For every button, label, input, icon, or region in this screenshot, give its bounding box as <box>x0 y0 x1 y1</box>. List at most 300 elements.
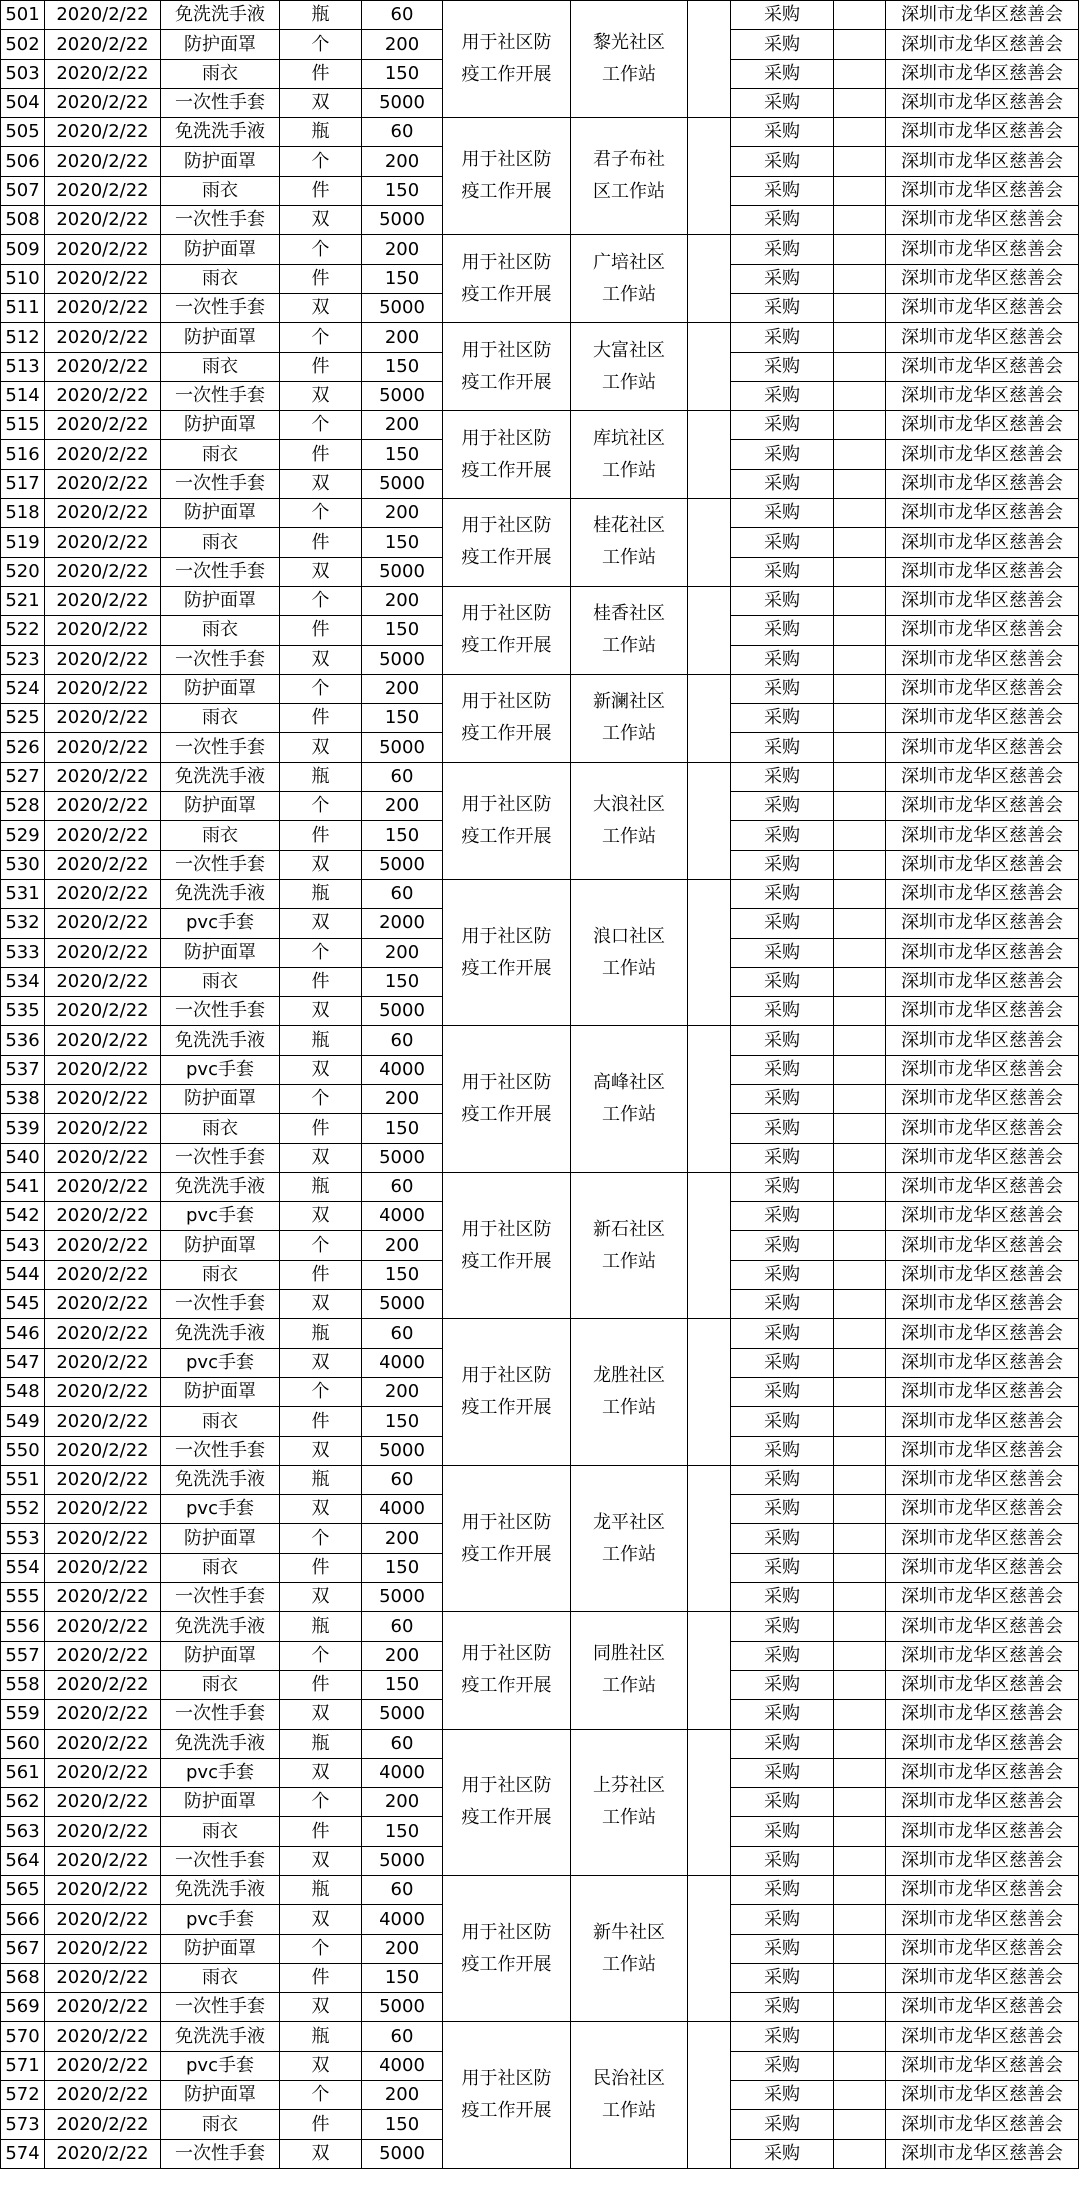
row-number: 544 <box>1 1260 45 1289</box>
source-cell: 深圳市龙华区慈善会 <box>886 1758 1079 1787</box>
source-cell: 深圳市龙华区慈善会 <box>886 528 1079 557</box>
source-cell: 深圳市龙华区慈善会 <box>886 2022 1079 2051</box>
item-cell: 一次性手套 <box>161 1846 280 1875</box>
date-cell: 2020/2/22 <box>45 2022 161 2051</box>
blank-cell <box>688 674 731 762</box>
quantity-cell: 200 <box>362 1524 443 1553</box>
date-cell: 2020/2/22 <box>45 528 161 557</box>
unit-cell: 双 <box>280 469 362 498</box>
recipient-cell: 龙平社区工作站 <box>571 1465 688 1611</box>
date-cell: 2020/2/22 <box>45 1788 161 1817</box>
recipient-cell: 上芬社区工作站 <box>571 1729 688 1875</box>
quantity-cell: 200 <box>362 1231 443 1260</box>
method-cell: 采购 <box>731 1202 834 1231</box>
date-cell: 2020/2/22 <box>45 1465 161 1494</box>
row-number: 536 <box>1 1026 45 1055</box>
source-cell: 深圳市龙华区慈善会 <box>886 1934 1079 1963</box>
source-cell: 深圳市龙华区慈善会 <box>886 499 1079 528</box>
blank-cell <box>834 1700 886 1729</box>
table-row <box>1 411 1079 440</box>
quantity-cell: 5000 <box>362 997 443 1026</box>
recipient-cell: 新石社区工作站 <box>571 1172 688 1318</box>
quantity-cell: 150 <box>362 1670 443 1699</box>
purpose-cell: 用于社区防疫工作开展 <box>443 1172 571 1318</box>
item-cell: 雨衣 <box>161 1407 280 1436</box>
date-cell: 2020/2/22 <box>45 1026 161 1055</box>
unit-cell: 双 <box>280 1436 362 1465</box>
item-cell: 免洗洗手液 <box>161 1876 280 1905</box>
method-cell: 采购 <box>731 2022 834 2051</box>
purpose-cell: 用于社区防疫工作开展 <box>443 235 571 323</box>
unit-cell: 件 <box>280 1553 362 1582</box>
date-cell: 2020/2/22 <box>45 967 161 996</box>
row-number: 537 <box>1 1055 45 1084</box>
unit-cell: 双 <box>280 1700 362 1729</box>
item-cell: pvc手套 <box>161 1055 280 1084</box>
date-cell: 2020/2/22 <box>45 586 161 615</box>
blank-cell <box>834 1260 886 1289</box>
row-number: 524 <box>1 674 45 703</box>
unit-cell: 件 <box>280 1260 362 1289</box>
method-cell: 采购 <box>731 30 834 59</box>
item-cell: 一次性手套 <box>161 1993 280 2022</box>
row-number: 506 <box>1 147 45 176</box>
date-cell: 2020/2/22 <box>45 2051 161 2080</box>
source-cell: 深圳市龙华区慈善会 <box>886 2110 1079 2139</box>
method-cell: 采购 <box>731 323 834 352</box>
quantity-cell: 5000 <box>362 1846 443 1875</box>
source-cell: 深圳市龙华区慈善会 <box>886 1465 1079 1494</box>
unit-cell: 双 <box>280 381 362 410</box>
unit-cell: 双 <box>280 1202 362 1231</box>
unit-cell: 件 <box>280 1407 362 1436</box>
row-number: 564 <box>1 1846 45 1875</box>
item-cell: 雨衣 <box>161 616 280 645</box>
method-cell: 采购 <box>731 616 834 645</box>
date-cell: 2020/2/22 <box>45 1817 161 1846</box>
row-number: 565 <box>1 1876 45 1905</box>
unit-cell: 件 <box>280 352 362 381</box>
item-cell: 一次性手套 <box>161 1436 280 1465</box>
unit-cell: 个 <box>280 30 362 59</box>
blank-cell <box>834 528 886 557</box>
row-number: 517 <box>1 469 45 498</box>
quantity-cell: 60 <box>362 1026 443 1055</box>
row-number: 573 <box>1 2110 45 2139</box>
recipient-cell: 桂香社区工作站 <box>571 586 688 674</box>
date-cell: 2020/2/22 <box>45 1319 161 1348</box>
method-cell: 采购 <box>731 176 834 205</box>
date-cell: 2020/2/22 <box>45 674 161 703</box>
blank-cell <box>834 997 886 1026</box>
row-number: 543 <box>1 1231 45 1260</box>
recipient-cell: 高峰社区工作站 <box>571 1026 688 1172</box>
quantity-cell: 200 <box>362 411 443 440</box>
unit-cell: 双 <box>280 88 362 117</box>
quantity-cell: 150 <box>362 264 443 293</box>
method-cell: 采购 <box>731 1465 834 1494</box>
item-cell: 一次性手套 <box>161 469 280 498</box>
blank-cell <box>834 1 886 30</box>
table-row <box>1 762 1079 791</box>
method-cell: 采购 <box>731 88 834 117</box>
item-cell: pvc手套 <box>161 1905 280 1934</box>
unit-cell: 件 <box>280 1963 362 1992</box>
blank-cell <box>834 1084 886 1113</box>
recipient-cell: 黎光社区工作站 <box>571 1 688 118</box>
source-cell: 深圳市龙华区慈善会 <box>886 645 1079 674</box>
date-cell: 2020/2/22 <box>45 1583 161 1612</box>
row-number: 562 <box>1 1788 45 1817</box>
blank-cell <box>834 235 886 264</box>
method-cell: 采购 <box>731 850 834 879</box>
date-cell: 2020/2/22 <box>45 557 161 586</box>
row-number: 550 <box>1 1436 45 1465</box>
blank-cell <box>834 879 886 908</box>
method-cell: 采购 <box>731 235 834 264</box>
blank-cell <box>834 59 886 88</box>
unit-cell: 个 <box>280 1788 362 1817</box>
quantity-cell: 60 <box>362 118 443 147</box>
blank-cell <box>688 586 731 674</box>
source-cell: 深圳市龙华区慈善会 <box>886 850 1079 879</box>
quantity-cell: 4000 <box>362 1495 443 1524</box>
row-number: 519 <box>1 528 45 557</box>
table-row <box>1 1876 1079 1905</box>
date-cell: 2020/2/22 <box>45 997 161 1026</box>
quantity-cell: 200 <box>362 235 443 264</box>
ledger-body <box>1 1 1079 2169</box>
blank-cell <box>834 1993 886 2022</box>
row-number: 546 <box>1 1319 45 1348</box>
method-cell: 采购 <box>731 2110 834 2139</box>
source-cell: 深圳市龙华区慈善会 <box>886 1729 1079 1758</box>
table-row <box>1 1729 1079 1758</box>
item-cell: 防护面罩 <box>161 938 280 967</box>
blank-cell <box>688 879 731 1025</box>
quantity-cell: 200 <box>362 938 443 967</box>
method-cell: 采购 <box>731 909 834 938</box>
row-number: 538 <box>1 1084 45 1113</box>
blank-cell <box>688 1729 731 1875</box>
quantity-cell: 200 <box>362 147 443 176</box>
unit-cell: 个 <box>280 1641 362 1670</box>
unit-cell: 瓶 <box>280 118 362 147</box>
source-cell: 深圳市龙华区慈善会 <box>886 1319 1079 1348</box>
item-cell: 雨衣 <box>161 1260 280 1289</box>
method-cell: 采购 <box>731 1143 834 1172</box>
blank-cell <box>834 850 886 879</box>
quantity-cell: 5000 <box>362 1700 443 1729</box>
source-cell: 深圳市龙华区慈善会 <box>886 1495 1079 1524</box>
blank-cell <box>834 88 886 117</box>
date-cell: 2020/2/22 <box>45 792 161 821</box>
date-cell: 2020/2/22 <box>45 147 161 176</box>
method-cell: 采购 <box>731 1758 834 1787</box>
date-cell: 2020/2/22 <box>45 762 161 791</box>
method-cell: 采购 <box>731 469 834 498</box>
blank-cell <box>834 1465 886 1494</box>
blank-cell <box>834 1583 886 1612</box>
blank-cell <box>834 1319 886 1348</box>
method-cell: 采购 <box>731 1084 834 1113</box>
source-cell: 深圳市龙华区慈善会 <box>886 1670 1079 1699</box>
method-cell: 采购 <box>731 733 834 762</box>
source-cell: 深圳市龙华区慈善会 <box>886 1700 1079 1729</box>
date-cell: 2020/2/22 <box>45 440 161 469</box>
source-cell: 深圳市龙华区慈善会 <box>886 704 1079 733</box>
unit-cell: 个 <box>280 235 362 264</box>
date-cell: 2020/2/22 <box>45 1729 161 1758</box>
table-row <box>1 2022 1079 2051</box>
unit-cell: 双 <box>280 1055 362 1084</box>
row-number: 555 <box>1 1583 45 1612</box>
source-cell: 深圳市龙华区慈善会 <box>886 1993 1079 2022</box>
table-row <box>1 1172 1079 1201</box>
blank-cell <box>688 762 731 879</box>
source-cell: 深圳市龙华区慈善会 <box>886 1055 1079 1084</box>
unit-cell: 瓶 <box>280 1876 362 1905</box>
item-cell: 雨衣 <box>161 1817 280 1846</box>
source-cell: 深圳市龙华区慈善会 <box>886 1 1079 30</box>
blank-cell <box>688 235 731 323</box>
date-cell: 2020/2/22 <box>45 645 161 674</box>
date-cell: 2020/2/22 <box>45 88 161 117</box>
blank-cell <box>834 30 886 59</box>
method-cell: 采购 <box>731 1700 834 1729</box>
quantity-cell: 4000 <box>362 2051 443 2080</box>
method-cell: 采购 <box>731 674 834 703</box>
source-cell: 深圳市龙华区慈善会 <box>886 2139 1079 2168</box>
date-cell: 2020/2/22 <box>45 850 161 879</box>
recipient-cell: 库坑社区工作站 <box>571 411 688 499</box>
date-cell: 2020/2/22 <box>45 1495 161 1524</box>
row-number: 557 <box>1 1641 45 1670</box>
source-cell: 深圳市龙华区慈善会 <box>886 1905 1079 1934</box>
purpose-cell: 用于社区防疫工作开展 <box>443 499 571 587</box>
item-cell: 免洗洗手液 <box>161 1729 280 1758</box>
item-cell: 一次性手套 <box>161 997 280 1026</box>
unit-cell: 件 <box>280 704 362 733</box>
purpose-cell: 用于社区防疫工作开展 <box>443 1876 571 2022</box>
unit-cell: 双 <box>280 1758 362 1787</box>
table-row <box>1 323 1079 352</box>
blank-cell <box>834 1524 886 1553</box>
blank-cell <box>834 2110 886 2139</box>
row-number: 518 <box>1 499 45 528</box>
quantity-cell: 200 <box>362 586 443 615</box>
row-number: 558 <box>1 1670 45 1699</box>
method-cell: 采购 <box>731 967 834 996</box>
quantity-cell: 150 <box>362 176 443 205</box>
row-number: 568 <box>1 1963 45 1992</box>
blank-cell <box>834 352 886 381</box>
row-number: 531 <box>1 879 45 908</box>
unit-cell: 瓶 <box>280 1465 362 1494</box>
unit-cell: 个 <box>280 411 362 440</box>
method-cell: 采购 <box>731 792 834 821</box>
quantity-cell: 5000 <box>362 557 443 586</box>
item-cell: 雨衣 <box>161 1114 280 1143</box>
source-cell: 深圳市龙华区慈善会 <box>886 59 1079 88</box>
source-cell: 深圳市龙华区慈善会 <box>886 176 1079 205</box>
item-cell: 免洗洗手液 <box>161 2022 280 2051</box>
unit-cell: 个 <box>280 1524 362 1553</box>
row-number: 528 <box>1 792 45 821</box>
source-cell: 深圳市龙华区慈善会 <box>886 1290 1079 1319</box>
row-number: 509 <box>1 235 45 264</box>
date-cell: 2020/2/22 <box>45 381 161 410</box>
item-cell: 防护面罩 <box>161 499 280 528</box>
date-cell: 2020/2/22 <box>45 293 161 322</box>
source-cell: 深圳市龙华区慈善会 <box>886 1553 1079 1582</box>
date-cell: 2020/2/22 <box>45 1700 161 1729</box>
item-cell: pvc手套 <box>161 2051 280 2080</box>
row-number: 540 <box>1 1143 45 1172</box>
source-cell: 深圳市龙华区慈善会 <box>886 762 1079 791</box>
row-number: 514 <box>1 381 45 410</box>
blank-cell <box>834 821 886 850</box>
blank-cell <box>834 1670 886 1699</box>
quantity-cell: 150 <box>362 1260 443 1289</box>
quantity-cell: 150 <box>362 1114 443 1143</box>
source-cell: 深圳市龙华区慈善会 <box>886 118 1079 147</box>
blank-cell <box>834 2051 886 2080</box>
source-cell: 深圳市龙华区慈善会 <box>886 1817 1079 1846</box>
source-cell: 深圳市龙华区慈善会 <box>886 938 1079 967</box>
date-cell: 2020/2/22 <box>45 1114 161 1143</box>
blank-cell <box>834 1963 886 1992</box>
blank-cell <box>688 1876 731 2022</box>
item-cell: 雨衣 <box>161 59 280 88</box>
method-cell: 采购 <box>731 557 834 586</box>
item-cell: 一次性手套 <box>161 206 280 235</box>
date-cell: 2020/2/22 <box>45 323 161 352</box>
quantity-cell: 150 <box>362 616 443 645</box>
unit-cell: 双 <box>280 2139 362 2168</box>
item-cell: 一次性手套 <box>161 381 280 410</box>
blank-cell <box>834 704 886 733</box>
unit-cell: 双 <box>280 850 362 879</box>
row-number: 545 <box>1 1290 45 1319</box>
item-cell: 雨衣 <box>161 1670 280 1699</box>
blank-cell <box>834 1641 886 1670</box>
unit-cell: 件 <box>280 440 362 469</box>
item-cell: 防护面罩 <box>161 586 280 615</box>
unit-cell: 件 <box>280 59 362 88</box>
quantity-cell: 200 <box>362 1377 443 1406</box>
date-cell: 2020/2/22 <box>45 2081 161 2110</box>
row-number: 530 <box>1 850 45 879</box>
quantity-cell: 4000 <box>362 1202 443 1231</box>
unit-cell: 件 <box>280 2110 362 2139</box>
method-cell: 采购 <box>731 1377 834 1406</box>
row-number: 560 <box>1 1729 45 1758</box>
quantity-cell: 5000 <box>362 645 443 674</box>
unit-cell: 个 <box>280 1084 362 1113</box>
row-number: 535 <box>1 997 45 1026</box>
date-cell: 2020/2/22 <box>45 1231 161 1260</box>
item-cell: 免洗洗手液 <box>161 762 280 791</box>
method-cell: 采购 <box>731 1 834 30</box>
row-number: 561 <box>1 1758 45 1787</box>
source-cell: 深圳市龙华区慈善会 <box>886 30 1079 59</box>
date-cell: 2020/2/22 <box>45 264 161 293</box>
item-cell: 防护面罩 <box>161 674 280 703</box>
unit-cell: 双 <box>280 733 362 762</box>
method-cell: 采购 <box>731 879 834 908</box>
row-number: 503 <box>1 59 45 88</box>
quantity-cell: 200 <box>362 1788 443 1817</box>
method-cell: 采购 <box>731 1963 834 1992</box>
source-cell: 深圳市龙华区慈善会 <box>886 733 1079 762</box>
quantity-cell: 150 <box>362 528 443 557</box>
purpose-cell: 用于社区防疫工作开展 <box>443 1026 571 1172</box>
row-number: 502 <box>1 30 45 59</box>
date-cell: 2020/2/22 <box>45 1612 161 1641</box>
source-cell: 深圳市龙华区慈善会 <box>886 1348 1079 1377</box>
item-cell: 一次性手套 <box>161 733 280 762</box>
method-cell: 采购 <box>731 2139 834 2168</box>
row-number: 548 <box>1 1377 45 1406</box>
source-cell: 深圳市龙华区慈善会 <box>886 293 1079 322</box>
item-cell: 免洗洗手液 <box>161 1612 280 1641</box>
date-cell: 2020/2/22 <box>45 499 161 528</box>
source-cell: 深圳市龙华区慈善会 <box>886 1583 1079 1612</box>
unit-cell: 件 <box>280 264 362 293</box>
source-cell: 深圳市龙华区慈善会 <box>886 1436 1079 1465</box>
method-cell: 采购 <box>731 1583 834 1612</box>
item-cell: 防护面罩 <box>161 1084 280 1113</box>
date-cell: 2020/2/22 <box>45 879 161 908</box>
table-row <box>1 586 1079 615</box>
blank-cell <box>834 499 886 528</box>
method-cell: 采购 <box>731 1817 834 1846</box>
purpose-cell: 用于社区防疫工作开展 <box>443 2022 571 2168</box>
date-cell: 2020/2/22 <box>45 821 161 850</box>
blank-cell <box>834 1143 886 1172</box>
blank-cell <box>688 323 731 411</box>
unit-cell: 瓶 <box>280 1729 362 1758</box>
date-cell: 2020/2/22 <box>45 1758 161 1787</box>
blank-cell <box>834 1055 886 1084</box>
recipient-cell: 民治社区工作站 <box>571 2022 688 2168</box>
item-cell: 防护面罩 <box>161 2081 280 2110</box>
quantity-cell: 5000 <box>362 1436 443 1465</box>
source-cell: 深圳市龙华区慈善会 <box>886 1641 1079 1670</box>
blank-cell <box>834 1348 886 1377</box>
row-number: 574 <box>1 2139 45 2168</box>
row-number: 542 <box>1 1202 45 1231</box>
method-cell: 采购 <box>731 1407 834 1436</box>
date-cell: 2020/2/22 <box>45 1 161 30</box>
source-cell: 深圳市龙华区慈善会 <box>886 616 1079 645</box>
date-cell: 2020/2/22 <box>45 1143 161 1172</box>
unit-cell: 双 <box>280 1143 362 1172</box>
item-cell: 防护面罩 <box>161 235 280 264</box>
method-cell: 采购 <box>731 1495 834 1524</box>
date-cell: 2020/2/22 <box>45 1084 161 1113</box>
method-cell: 采购 <box>731 411 834 440</box>
row-number: 508 <box>1 206 45 235</box>
row-number: 522 <box>1 616 45 645</box>
date-cell: 2020/2/22 <box>45 1553 161 1582</box>
blank-cell <box>834 1905 886 1934</box>
method-cell: 采购 <box>731 1319 834 1348</box>
item-cell: 免洗洗手液 <box>161 118 280 147</box>
quantity-cell: 60 <box>362 1 443 30</box>
item-cell: 免洗洗手液 <box>161 1 280 30</box>
